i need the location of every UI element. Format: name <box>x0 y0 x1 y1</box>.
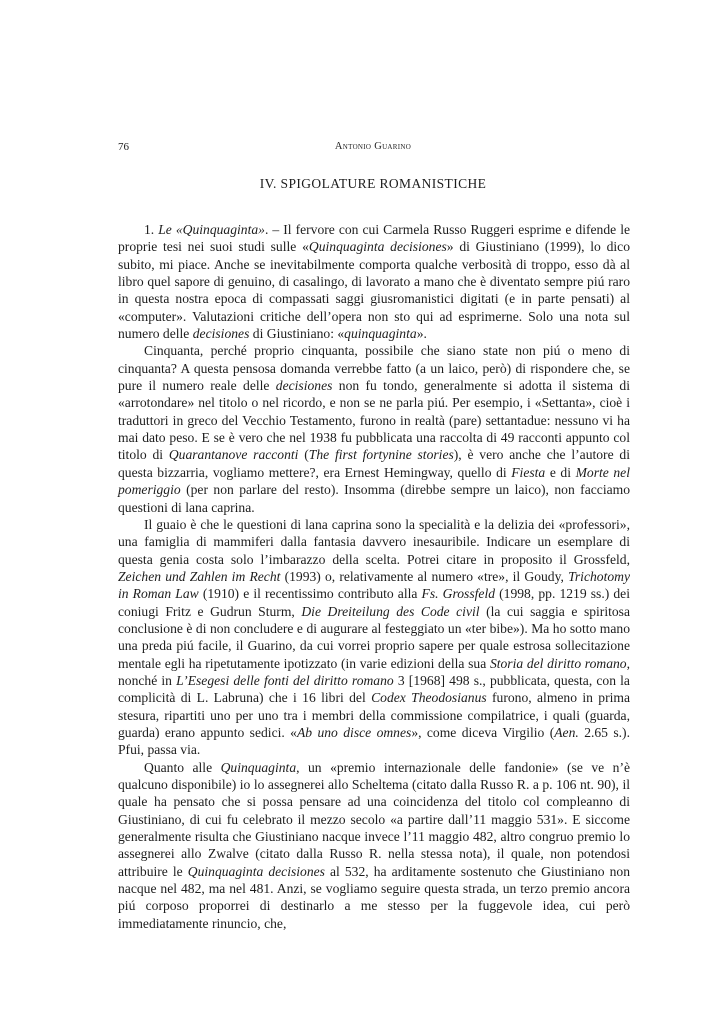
italic-run: decisiones <box>192 326 250 342</box>
text-run: ( <box>298 447 309 463</box>
text-run: . – Il fervore con cui Carmela Russo Ruggeri esprime e difende le proprie tesi nei suoi studi sulle « <box>118 222 631 255</box>
paragraph-2 <box>118 342 630 515</box>
italic-run: The first fortynine stories <box>308 447 454 463</box>
text-run: furono, almeno in prima stesura, ripartiti uno per uno tra i membri della commissione compilatrice, i quali (guarda, guarda) erano appunto sedici. « <box>118 690 630 740</box>
italic-run: Quarantanove racconti <box>168 447 299 463</box>
text-run: (1998, pp. 1219 ss.) dei coniugi Fritz e Gudrun Sturm, <box>118 586 630 619</box>
text-run: Cinquanta, perché proprio cinquanta, possibile che siano state non piú o meno di cinquanta? A questa pensosa domanda verrebbe fatto (a un laico, però) di rispondere che, se pure il numero reale delle <box>118 343 630 394</box>
italic-run: Quinquaginta decisiones <box>187 863 325 879</box>
running-head-author: Antonio Guarino <box>334 141 412 152</box>
italic-run: Ab uno disce omnes <box>296 724 412 740</box>
italic-run: quinquaginta <box>344 326 417 342</box>
text-run: », come diceva Virgilio ( <box>411 724 555 740</box>
text-run: (1993) o, relativamente al numero «tre», il Goudy, <box>280 568 569 584</box>
italic-run: Aen. <box>554 724 579 740</box>
italic-run: Fs. Grossfeld <box>421 586 496 602</box>
running-head <box>118 141 628 157</box>
paragraph-1 <box>118 221 630 342</box>
text-run: 2.65 s.). Pfui, passa via. <box>118 724 630 758</box>
italic-run: Le «Quinquaginta» <box>158 222 265 237</box>
text-run: ), è vero anche che l’autore di questa bizzarria, vogliamo mettere?, era Ernest Hemingway, quello di <box>118 447 630 480</box>
text-run: » di Giustiniano (1999), lo dico subito, mi piace. Anche se inevitabilmente comporta qualche verbosità di troppo, esso dà al libro quel sapore di genuino, di casalingo, di lavorato a mano che è diventato sempre piú raro in questa nostra epoca di compassati saggi giusromanistici digitati (e in parte pensati) al «computer». Valutazioni critiche dell’opera non sto qui ad esprimerne. Solo una nota sul numero delle <box>118 239 631 342</box>
body-text <box>118 221 630 932</box>
italic-run: Morte nel pomeriggio <box>118 464 630 498</box>
paragraph-3 <box>118 516 630 759</box>
text-run: (per non parlare del resto). Insomma (direbbe sempre un laico), non facciamo questioni di lana caprina. <box>118 482 630 515</box>
italic-run: Codex Theodosianus <box>371 690 487 706</box>
italic-run: L’Esegesi delle fonti del diritto romano <box>176 672 394 688</box>
italic-run: Quinquaginta <box>220 759 297 775</box>
italic-run: Zeichen und Zahlen im Recht <box>118 568 281 584</box>
text-run: di Giustiniano: « <box>249 326 345 342</box>
italic-run: Fiesta <box>511 464 546 480</box>
italic-run: Die Dreiteilung des Code civil <box>301 603 480 619</box>
text-run: (la cui saggia e spiritosa conclusione è di non concludere e di augurare al festeggiato un «ter bibe»). Ma ho sotto mano una preda piú facile, il Guarino, da cui vorrei proprio sapere per quale estrosa sollecitazione mentale egli ha ripetutamente ipotizzato (in varie edizioni della sua <box>118 603 631 671</box>
italic-run: decisiones <box>275 378 333 394</box>
chapter-title: IV. SPIGOLATURE ROMANISTICHE <box>259 176 487 191</box>
text-run: non fu tondo, generalmente si adotta il sistema di «arrotondare» nel titolo o nel ricordo, e non se ne parla piú. Per esempio, i «Settanta», cioè i traduttori in greco del Vecchio Testamento, furono in realtà (pare) settantadue: nessuno vi ha mai dato peso. E se è vero che nel 1938 fu pubblicata una raccolta di 49 racconti appunto col titolo di <box>118 378 630 463</box>
text-run: 1. <box>144 222 159 237</box>
text-run: ». <box>416 326 427 342</box>
page-number: 76 <box>118 141 129 153</box>
text-run: , un «premio internazionale delle fandonie» (se ve n’è qualcuno disponibile) io lo assegnerei allo Scheltema (citato dalla Russo R. a p. 106 nt. 90), il quale ha pensato che si possa pensare ad una coincidenza del titolo col compleanno di Giustiniano, di cui fu celebrato il mezzo secolo «a partire dall’11 maggio 531». E siccome generalmente risulta che Giustiniano nacque invece l’11 maggio 482, altro congruo premio lo assegnerei allo Zwalve (citato dalla Russo R. nella stessa nota), il quale, non potendosi attribuire le <box>118 759 631 879</box>
text-run: e di <box>545 464 576 480</box>
text-run: (1910) e il recentissimo contributo alla <box>198 586 422 602</box>
paragraph-4 <box>118 759 630 932</box>
italic-run: Trichotomy in Roman Law <box>118 568 630 602</box>
text-run: Quanto alle <box>144 759 221 775</box>
italic-run: Storia del diritto romano <box>489 655 627 671</box>
text-run: al 532, ha arditamente sostenuto che Giustiniano non nacque nel 482, ma nel 481. Anzi, se vogliamo seguire questa strada, un terzo premio ancora piú corposo proporrei di destinarlo a me stesso per la fuggevole idea, cui però immediatamente rinuncio, che, <box>118 863 631 931</box>
text-run: Il guaio è che le questioni di lana caprina sono la specialità e la delizia dei «professori», una famiglia di mammiferi dalla fantasia davvero inesauribile. Indicare un esemplare di questa genia costa solo l’imbarazzo della scelta. Potrei citare in proposito il Grossfeld, <box>118 516 630 567</box>
italic-run: Quinquaginta decisiones <box>308 239 447 255</box>
text-run: 3 [1968] 498 s., pubblicata, questa, con la complicità di L. Labruna) che i 16 libri del <box>118 672 630 706</box>
text-run: , nonché in <box>118 655 630 688</box>
